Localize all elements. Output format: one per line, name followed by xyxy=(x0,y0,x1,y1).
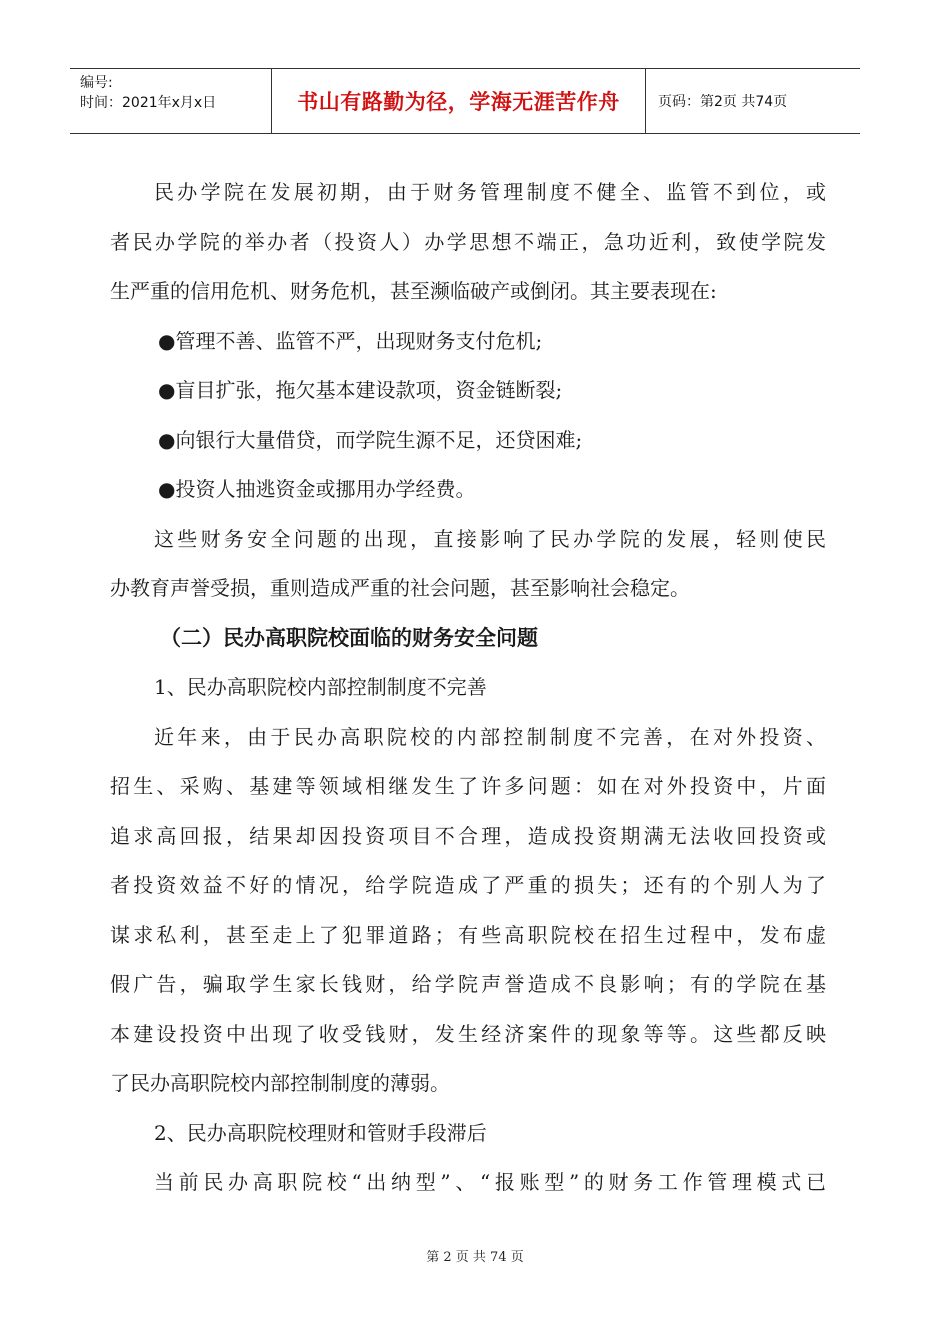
paragraph-line: 假广告，骗取学生家长钱财，给学院声誉造成不良影响；有的学院在基 xyxy=(110,972,826,996)
paragraph-line: 追求高回报，结果却因投资项目不合理，造成投资期满无法收回投资或 xyxy=(110,823,826,848)
bullet-item: ●投资人抽逃资金或挪用办学经费。 xyxy=(158,477,476,501)
document-body xyxy=(110,168,826,1208)
paragraph-line: 近年来，由于民办高职院校的内部控制制度不完善，在对外投资、 xyxy=(154,724,826,749)
bullet-item: ●向银行大量借贷，而学院生源不足，还贷困难; xyxy=(158,427,583,452)
paragraph-line: 办教育声誉受损，重则造成严重的社会问题，甚至影响社会稳定。 xyxy=(110,576,690,600)
subsection-title: 1、民办高职院校内部控制制度不完善 xyxy=(154,675,487,699)
paragraph-line: 本建设投资中出现了收受钱财，发生经济案件的现象等等。这些都反映 xyxy=(110,1021,826,1046)
header-page-info: 页码：第2页 共74页 xyxy=(658,94,788,110)
header-meta xyxy=(70,69,272,133)
paragraph-line: 生严重的信用危机、财务危机，甚至濒临破产或倒闭。其主要表现在: xyxy=(110,279,717,303)
bullet-item: ●盲目扩张，拖欠基本建设款项，资金链断裂; xyxy=(158,378,563,402)
page-footer: 第 2 页 共 74 页 xyxy=(426,1250,524,1265)
doc-number-label: 编号: xyxy=(80,75,113,91)
subsection-title: 2、民办高职院校理财和管财手段滞后 xyxy=(154,1120,487,1145)
paragraph-line: 民办学院在发展初期，由于财务管理制度不健全、监管不到位，或 xyxy=(154,180,826,204)
doc-time-label: 时间：2021年x月x日 xyxy=(80,95,217,111)
bullet-item: ●管理不善、监管不严，出现财务支付危机; xyxy=(158,328,543,353)
paragraph-line: 这些财务安全问题的出现，直接影响了民办学院的发展，轻则使民 xyxy=(154,526,826,551)
paragraph-line: 谋求私利，甚至走上了犯罪道路；有些高职院校在招生过程中，发布虚 xyxy=(110,922,826,947)
paragraph-line: 者民办学院的举办者（投资人）办学思想不端正，急功近利，致使学院发 xyxy=(110,229,826,254)
paragraph-line: 了民办高职院校内部控制制度的薄弱。 xyxy=(110,1071,450,1095)
page-header xyxy=(70,68,860,134)
paragraph-line: 当前民办高职院校“出纳型”、“报账型”的财务工作管理模式已 xyxy=(154,1170,826,1194)
header-motto: 书山有路勤为径，学海无涯苦作舟 xyxy=(272,69,646,133)
paragraph-line: 招生、采购、基建等领域相继发生了许多问题：如在对外投资中，片面 xyxy=(110,774,826,798)
paragraph-line: 者投资效益不好的情况，给学院造成了严重的损失；还有的个别人为了 xyxy=(110,873,826,897)
section-heading: （二）民办高职院校面临的财务安全问题 xyxy=(160,625,538,650)
